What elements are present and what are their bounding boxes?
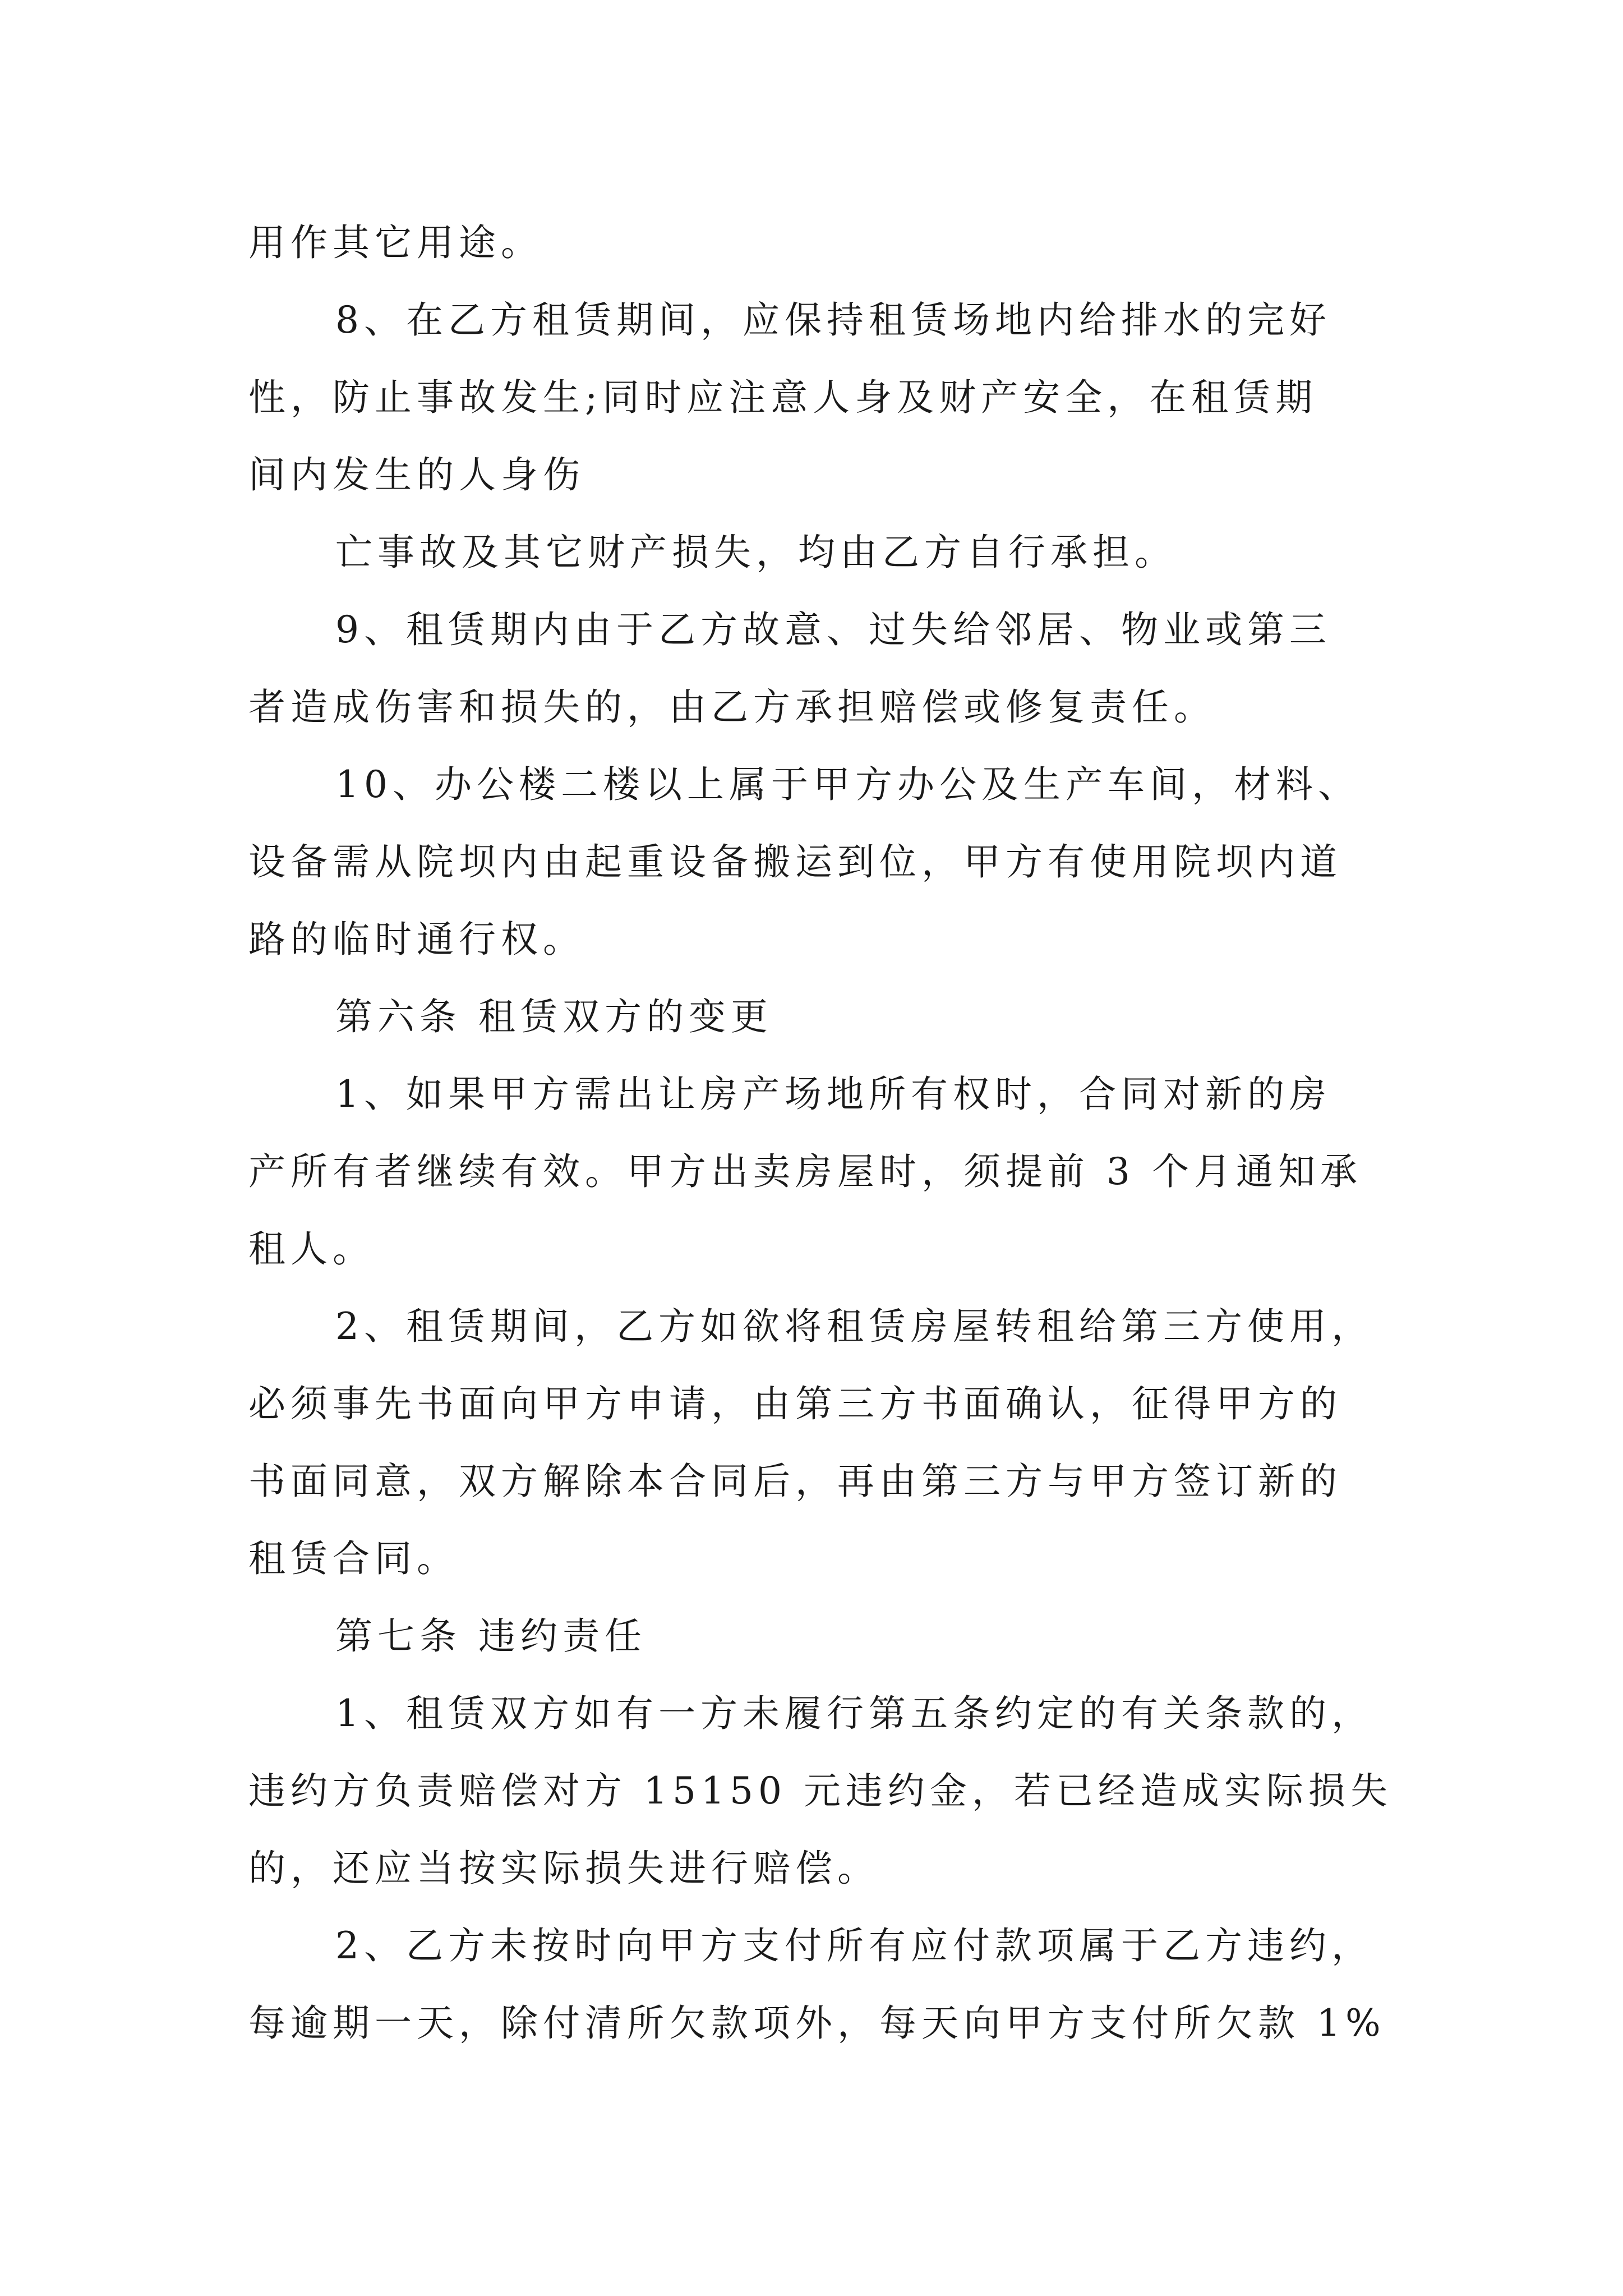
text-line: 2、租赁期间，乙方如欲将租赁房屋转租给第三方使用，: [335, 1305, 1373, 1348]
text-line: 设备需从院坝内由起重设备搬运到位，甲方有使用院坝内道: [248, 840, 1342, 884]
text-line: 租赁合同。: [248, 1537, 459, 1580]
text-line: 2、乙方未按时向甲方支付所有应付款项属于乙方违约，: [335, 1924, 1373, 1967]
text-line: 间内发生的人身伤: [248, 453, 585, 496]
text-line: 用作其它用途。: [248, 221, 543, 264]
text-line: 必须事先书面向甲方申请，由第三方书面确认，征得甲方的: [248, 1382, 1342, 1425]
text-line: 性，防止事故发生;同时应注意人身及财产安全，在租赁期: [248, 376, 1318, 419]
text-line: 路的临时通行权。: [248, 918, 585, 961]
text-line: 10、办公楼二楼以上属于甲方办公及生产车间，材料、: [335, 763, 1360, 806]
text-line: 1、租赁双方如有一方未履行第五条约定的有关条款的，: [335, 1692, 1373, 1735]
text-line: 租人。: [248, 1227, 375, 1271]
text-line: 书面同意，双方解除本合同后，再由第三方与甲方签订新的: [248, 1460, 1342, 1503]
text-line: 8、在乙方租赁期间，应保持租赁场地内给排水的完好: [335, 298, 1331, 342]
text-line: 亡事故及其它财产损失，均由乙方自行承担。: [335, 531, 1177, 574]
text-line: 者造成伤害和损失的，由乙方承担赔偿或修复责任。: [248, 685, 1216, 729]
text-line: 违约方负责赔偿对方 15150 元违约金，若已经造成实际损失: [248, 1769, 1393, 1812]
text-line: 每逾期一天，除付清所欠款项外，每天向甲方支付所欠款 1%: [248, 2001, 1386, 2045]
text-line: 1、如果甲方需出让房产场地所有权时，合同对新的房: [335, 1073, 1331, 1116]
section-heading: 第七条 违约责任: [335, 1614, 647, 1658]
text-line: 产所有者继续有效。甲方出卖房屋时，须提前 3 个月通知承: [248, 1150, 1362, 1193]
text-line: 的，还应当按实际损失进行赔偿。: [248, 1847, 879, 1890]
text-line: 9、租赁期内由于乙方故意、过失给邻居、物业或第三: [335, 608, 1331, 651]
section-heading: 第六条 租赁双方的变更: [335, 995, 773, 1038]
